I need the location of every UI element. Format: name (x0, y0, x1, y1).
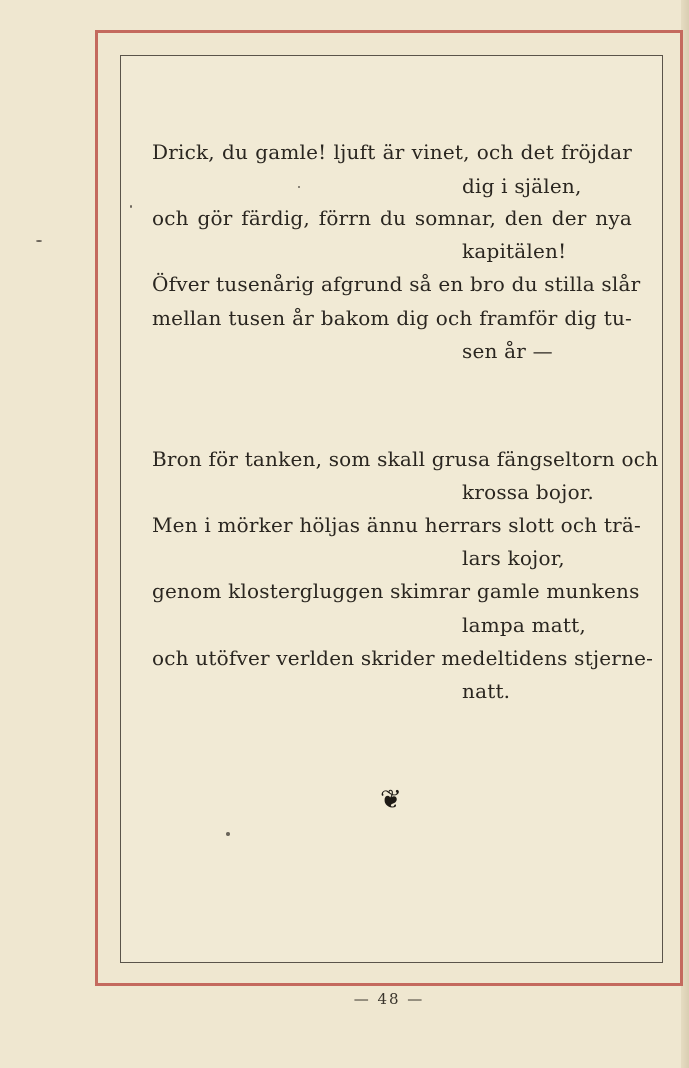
poem-line-continuation: kapitälen! (462, 239, 567, 263)
page-number: — 48 — (353, 990, 425, 1008)
poem-line: Bron för tanken, som skall grusa fängseltorn och (152, 447, 659, 471)
print-speck (226, 832, 230, 836)
poem-line: och utöfver verlden skrider medeltidens stjerne- (152, 646, 654, 670)
poem-line-continuation: sen år — (462, 339, 553, 363)
poem-line-continuation: dig i själen, (462, 174, 582, 198)
print-speck (298, 186, 300, 188)
poem-line-continuation: natt. (462, 679, 511, 703)
poem-line-continuation: lars kojor, (462, 546, 565, 570)
poem-line: Öfver tusenårig afgrund så en bro du stilla slår (152, 272, 641, 296)
print-speck (130, 205, 132, 208)
poem-line-continuation: krossa bojor. (462, 480, 594, 504)
poem-line: mellan tusen år bakom dig och framför dig tu- (152, 306, 632, 330)
print-speck (36, 240, 42, 242)
floral-ornament-icon: ❦ (380, 785, 402, 815)
poem-line: Drick, du gamle! ljuft är vinet, och det fröjdar (152, 140, 632, 164)
poem-line-continuation: lampa matt, (462, 613, 586, 637)
poem-line: genom klostergluggen skimrar gamle munkens (152, 579, 640, 603)
poem-line: och gör färdig, förrn du somnar, den der nya (152, 206, 632, 230)
poem-line: Men i mörker höljas ännu herrars slott och trä- (152, 513, 641, 537)
